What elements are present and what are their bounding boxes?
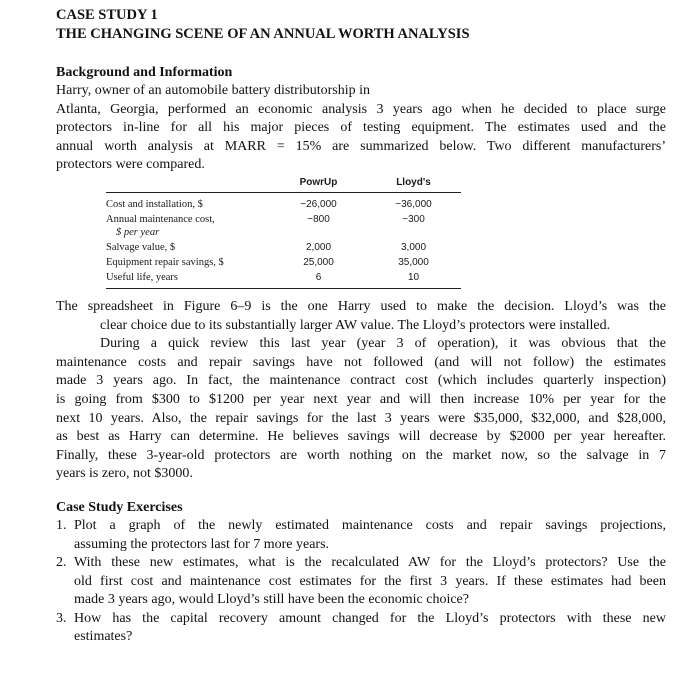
narrative-paragraph-2 xyxy=(56,335,666,484)
exercise-item xyxy=(56,517,666,554)
text-line: protectors in-line for all his major pieces of testing equipment. The estimates used and the xyxy=(56,120,666,136)
text-line: as best as Harry can determine. He believes savings will decrease by $2000 per year hereafter. xyxy=(56,429,666,445)
powrup-value: 6 xyxy=(271,270,366,289)
estimates-table xyxy=(106,175,461,289)
exercises-heading: Case Study Exercises xyxy=(56,499,183,515)
row-label xyxy=(106,212,271,240)
text-line: With these new estimates, what is the recalculated AW for the Lloyd’s protectors? Use the xyxy=(74,555,666,571)
table-header-row xyxy=(106,175,461,193)
table-row xyxy=(106,192,461,212)
text-line: Plot a graph of the newly estimated maintenance costs and repair savings projections, xyxy=(74,517,666,533)
text-line: maintenance costs and repair savings have not followed (and will not follow) the estimates xyxy=(56,354,666,370)
background-paragraph xyxy=(56,82,666,175)
exercise-list xyxy=(56,517,666,647)
text-line: protectors were compared. xyxy=(56,157,205,173)
table-row xyxy=(106,255,461,270)
powrup-value: 25,000 xyxy=(303,256,334,268)
case-study-number: CASE STUDY 1 xyxy=(56,7,158,23)
case-study-page xyxy=(56,6,666,647)
case-study-title: THE CHANGING SCENE OF AN ANNUAL WORTH ANALYSIS xyxy=(56,26,470,42)
lloyds-value: 35,000 xyxy=(398,256,429,268)
table-row xyxy=(106,212,461,240)
text-line: made 3 years ago, would Lloyd’s still have been the economic choice? xyxy=(74,592,469,608)
lloyds-value: 3,000 xyxy=(400,241,427,253)
table-row xyxy=(106,240,461,255)
lloyds-value: 10 xyxy=(366,270,461,289)
powrup-value: −800 xyxy=(307,213,330,225)
exercise-number: 3. xyxy=(56,610,67,626)
text-line: clear choice due to its substantially larger AW value. The Lloyd’s protectors were installed. xyxy=(100,317,611,333)
row-label-sub: $ per year xyxy=(116,226,160,238)
text-line: The spreadsheet in Figure 6–9 is the one Harry used to make the decision. Lloyd’s was the xyxy=(56,298,666,314)
text-line: Harry, owner of an automobile battery distributorship in xyxy=(56,83,371,98)
exercises-section xyxy=(56,498,666,647)
text-line: assuming the protectors last for 7 more years. xyxy=(74,536,330,552)
estimates-table-wrap xyxy=(106,175,461,289)
text-line: is going from $300 to $1200 per year next year and will then increase 10% per year for the xyxy=(56,391,666,407)
row-label: Salvage value, $ xyxy=(106,241,176,253)
text-line: How has the capital recovery amount changed for the Lloyd’s protectors with these new xyxy=(74,610,666,626)
text-line: estimates? xyxy=(74,629,133,645)
row-label: Equipment repair savings, $ xyxy=(106,256,224,268)
exercise-number: 2. xyxy=(56,555,67,571)
table-header-blank xyxy=(106,175,271,193)
text-line: Atlanta, Georgia, performed an economic analysis 3 years ago when he decided to place surge xyxy=(56,101,666,117)
background-heading: Background and Information xyxy=(56,65,233,80)
text-line: old first cost and maintenance cost estimates for the first 3 years. If these estimates had been xyxy=(74,573,666,589)
text-line: annual worth analysis at MARR = 15% are summarized below. Two different manufacturers’ xyxy=(56,138,666,154)
row-label: Useful life, years xyxy=(106,270,271,289)
text-line: next 10 years. Also, the repair savings for the last 3 years were $35,000, $32,000, and $28,000, xyxy=(56,410,666,426)
exercise-number: 1. xyxy=(56,517,67,533)
powrup-value: 2,000 xyxy=(305,241,332,253)
table-row xyxy=(106,270,461,289)
text-line: made 3 years ago. In fact, the maintenance contract cost (which includes quarterly inspection) xyxy=(56,373,666,389)
lloyds-value: −300 xyxy=(402,213,425,225)
text-line: years is zero, not $3000. xyxy=(56,466,193,482)
row-label: Cost and installation, $ xyxy=(106,198,203,210)
powrup-value: −26,000 xyxy=(300,198,337,210)
text-line: Finally, these 3-year-old protectors are worth nothing on the market now, so the salvage in 7 xyxy=(56,447,666,463)
lloyds-value: −36,000 xyxy=(395,198,432,210)
exercise-item xyxy=(56,610,666,647)
narrative-paragraph-1 xyxy=(56,298,666,335)
text-line: During a quick review this last year (year 3 of operation), it was obvious that the xyxy=(100,336,666,352)
row-label-main: Annual maintenance cost, xyxy=(106,213,215,225)
exercise-item xyxy=(56,554,666,610)
table-header-lloyds: Lloyd's xyxy=(366,175,461,193)
table-header-powrup: PowrUp xyxy=(271,175,366,193)
